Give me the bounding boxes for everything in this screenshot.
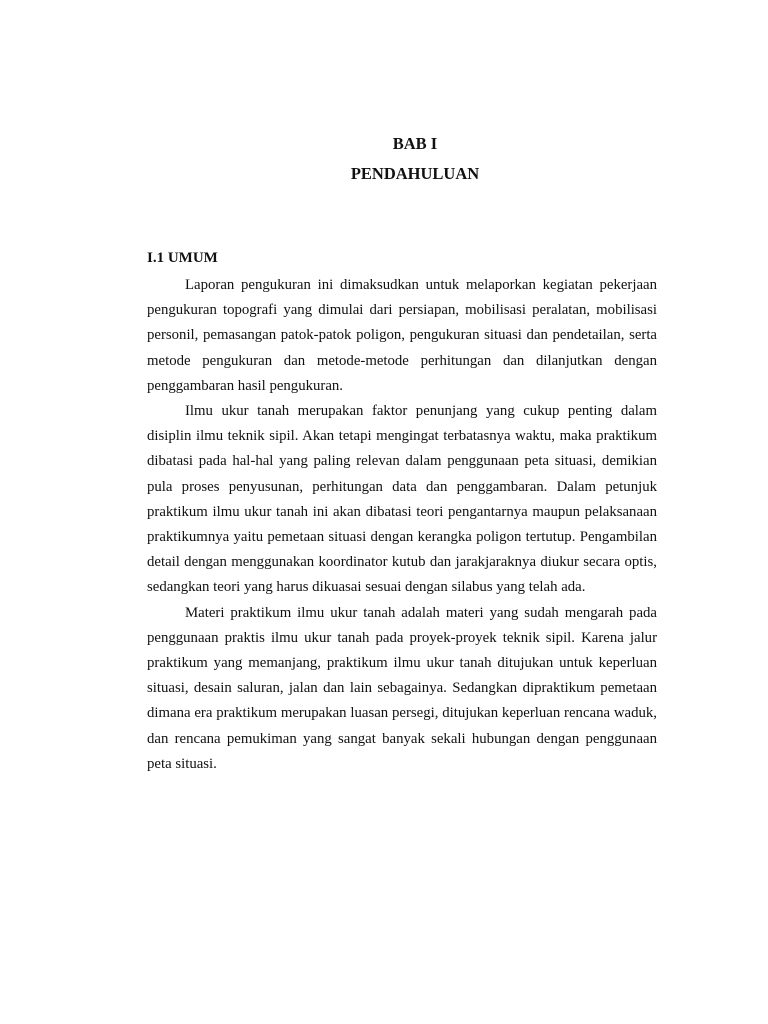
chapter-title: PENDAHULUAN [350,164,480,183]
paragraph: Laporan pengukuran ini dimaksudkan untuk melaporkan kegiatan pekerjaan pengukuran topografi yang dimulai dari persiapan, mobilisasi peralatan, mobilisasi personil, pemasangan patok-patok poligon, pengukuran situasi dan pendetailan, serta metode pengukuran dan metode-metode perhitungan dan dilanjutkan dengan penggambaran hasil pengukuran. [147,277,657,394]
section-body [147,273,657,777]
section-heading: I.1 UMUM [147,250,218,266]
paragraph: Ilmu ukur tanah merupakan faktor penunjang yang cukup penting dalam disiplin ilmu teknik sipil. Akan tetapi mengingat terbatasnya waktu, maka praktikum dibatasi pada hal-hal yang paling relevan dalam penggunaan peta situasi, demikian pula proses penyusunan, perhitungan data dan penggambaran. Dalam petunjuk praktikum ilmu ukur tanah ini akan dibatasi teori pengantarnya maupun pelaksanaan praktikumnya yaitu pemetaan situasi dengan kerangka poligon tertutup. Pengambilan detail dengan menggunakan koordinator kutub dan jarakjaraknya diukur secara optis, sedangkan teori yang harus dikuasai sesuai dengan silabus yang telah ada. [147,403,657,596]
paragraph: Materi praktikum ilmu ukur tanah adalah materi yang sudah mengarah pada penggunaan praktis ilmu ukur tanah pada proyek-proyek teknik sipil. Karena jalur praktikum yang memanjang, praktikum ilmu ukur tanah ditujukan untuk keperluan situasi, desain saluran, jalan dan lain sebagainya. Sedangkan dipraktikum pemetaan dimana era praktikum merupakan luasan persegi, ditujukan keperluan rencana waduk, dan rencana pemukiman yang sangat banyak sekali hubungan dengan penggunaan peta situasi. [147,604,657,772]
chapter-number: BAB I [392,134,438,153]
